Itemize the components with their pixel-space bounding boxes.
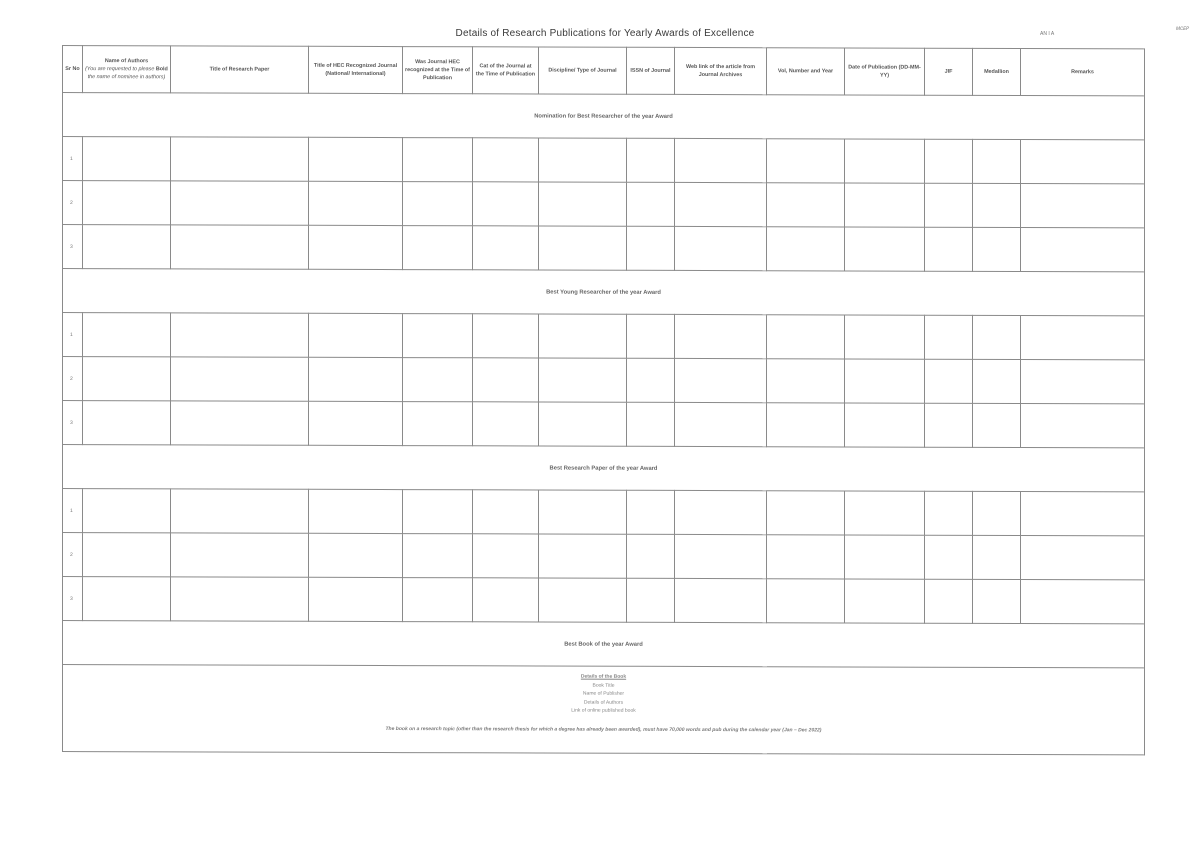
table-row (63, 313, 1145, 360)
entry-cell[interactable] (973, 359, 1021, 403)
row-number: 2 (63, 533, 83, 577)
table-row (63, 181, 1145, 228)
document-title: Details of Research Publications for Yearly Awards of Excellence (455, 28, 755, 39)
entry-cell[interactable] (675, 314, 767, 358)
entry-cell[interactable] (1021, 228, 1145, 272)
entry-cell[interactable] (403, 534, 473, 578)
entry-cell[interactable] (627, 402, 675, 446)
entry-cell[interactable] (973, 535, 1021, 579)
entry-cell[interactable] (627, 358, 675, 402)
entry-cell[interactable] (767, 227, 845, 271)
entry-cell[interactable] (473, 534, 539, 578)
entry-cell[interactable] (403, 182, 473, 226)
entry-cell[interactable] (539, 534, 627, 578)
entry-cell[interactable] (473, 402, 539, 446)
entry-cell[interactable] (473, 138, 539, 182)
header-medallion: Medallion (973, 48, 1021, 95)
entry-cell[interactable] (1021, 316, 1145, 360)
header-authors-line1: Name of Authors (104, 58, 149, 65)
entry-cell[interactable] (83, 357, 171, 401)
entry-cell[interactable] (83, 225, 171, 269)
entry-cell[interactable] (309, 577, 403, 621)
entry-cell[interactable] (627, 226, 675, 270)
entry-cell[interactable] (83, 313, 171, 357)
entry-cell[interactable] (973, 315, 1021, 359)
entry-cell[interactable] (925, 491, 973, 535)
entry-cell[interactable] (925, 139, 973, 183)
entry-cell[interactable] (83, 181, 171, 225)
section-title: Best Young Researcher of the year Award (63, 269, 1145, 316)
publications-table (62, 45, 1145, 755)
entry-cell[interactable] (171, 313, 309, 357)
entry-cell[interactable] (539, 578, 627, 622)
entry-cell[interactable] (171, 533, 309, 577)
book-publisher-field: Name of Publisher (582, 690, 625, 697)
entry-cell[interactable] (925, 315, 973, 359)
section-title-row (63, 269, 1145, 316)
header-weblink: Web link of the article from Journal Archives (675, 47, 767, 94)
entry-cell[interactable] (539, 226, 627, 270)
entry-cell[interactable] (1021, 580, 1145, 624)
entry-cell[interactable] (627, 578, 675, 622)
book-section (63, 621, 1145, 755)
section-title-row (63, 445, 1145, 492)
entry-cell[interactable] (845, 403, 925, 447)
entry-cell[interactable] (309, 181, 403, 225)
sections-body (63, 93, 1145, 624)
entry-cell[interactable] (403, 402, 473, 446)
entry-cell[interactable] (473, 490, 539, 534)
header-hec-journal: Title of HEC Recognized Journal (National/ International) (309, 46, 403, 93)
entry-cell[interactable] (925, 579, 973, 623)
header-hec-recognized: Was Journal HEC recognized at the Time of Publication (403, 47, 473, 94)
entry-cell[interactable] (767, 139, 845, 183)
header-authors (83, 46, 171, 93)
row-number: 3 (63, 225, 83, 269)
entry-cell[interactable] (171, 357, 309, 401)
header-category: Cat of the Journal at the Time of Publication (473, 47, 539, 94)
entry-cell[interactable] (539, 182, 627, 226)
entry-cell[interactable] (1021, 492, 1145, 536)
entry-cell[interactable] (1021, 360, 1145, 404)
entry-cell[interactable] (1021, 140, 1145, 184)
entry-cell[interactable] (539, 490, 627, 534)
entry-cell[interactable] (767, 315, 845, 359)
table-row (63, 533, 1145, 580)
entry-cell[interactable] (473, 358, 539, 402)
table-row (63, 137, 1145, 184)
entry-cell[interactable] (309, 225, 403, 269)
entry-cell[interactable] (83, 401, 171, 445)
entry-cell[interactable] (539, 402, 627, 446)
entry-cell[interactable] (675, 578, 767, 622)
entry-cell[interactable] (539, 314, 627, 358)
entry-cell[interactable] (973, 579, 1021, 623)
entry-cell[interactable] (627, 534, 675, 578)
entry-cell[interactable] (675, 182, 767, 226)
entry-cell[interactable] (403, 226, 473, 270)
header-title-paper: Title of Research Paper (171, 46, 309, 93)
entry-cell[interactable] (767, 359, 845, 403)
entry-cell[interactable] (973, 227, 1021, 271)
entry-cell[interactable] (473, 226, 539, 270)
entry-cell[interactable] (171, 137, 309, 181)
entry-cell[interactable] (171, 225, 309, 269)
section-title-row (63, 621, 1145, 668)
entry-cell[interactable] (627, 314, 675, 358)
entry-cell[interactable] (171, 577, 309, 621)
entry-cell[interactable] (403, 314, 473, 358)
entry-cell[interactable] (767, 403, 845, 447)
entry-cell[interactable] (845, 183, 925, 227)
section-title: Best Research Paper of the year Award (63, 445, 1145, 492)
entry-cell[interactable] (845, 359, 925, 403)
row-number: 2 (63, 357, 83, 401)
entry-cell[interactable] (83, 137, 171, 181)
entry-cell[interactable] (171, 181, 309, 225)
entry-cell[interactable] (675, 534, 767, 578)
entry-cell[interactable] (675, 226, 767, 270)
entry-cell[interactable] (627, 138, 675, 182)
entry-cell[interactable] (627, 490, 675, 534)
entry-cell[interactable] (1021, 404, 1145, 448)
section-title-book: Best Book of the year Award (63, 621, 1145, 668)
book-details-cell[interactable] (63, 665, 1145, 755)
entry-cell[interactable] (627, 182, 675, 226)
annex-label: AN I A (1040, 31, 1055, 37)
section-title-row (63, 93, 1145, 140)
header-authors-bold: Bold (155, 66, 168, 73)
entry-cell[interactable] (309, 533, 403, 577)
book-link-field: Link of online published book (571, 707, 636, 715)
table-row (63, 577, 1145, 624)
header-authors-line2: (You are requested to please (85, 66, 156, 73)
entry-cell[interactable] (83, 489, 171, 533)
header-jif: JIF (925, 48, 973, 95)
header-date: Date of Publication (DD-MM-YY) (845, 48, 925, 95)
entry-cell[interactable] (767, 579, 845, 623)
entry-cell[interactable] (309, 313, 403, 357)
entry-cell[interactable] (925, 183, 973, 227)
entry-cell[interactable] (973, 403, 1021, 447)
corner-mark: ᴍᴄᴇᴘ (1176, 26, 1190, 32)
entry-cell[interactable] (925, 535, 973, 579)
entry-cell[interactable] (767, 535, 845, 579)
row-number: 3 (63, 401, 83, 445)
entry-cell[interactable] (973, 183, 1021, 227)
book-details-heading: Details of the Book (580, 673, 627, 680)
entry-cell[interactable] (539, 358, 627, 402)
header-discipline: Discipline/ Type of Journal (539, 47, 627, 94)
entry-cell[interactable] (539, 138, 627, 182)
row-number: 1 (63, 137, 83, 181)
row-number: 1 (63, 313, 83, 357)
book-details-row (63, 665, 1145, 755)
entry-cell[interactable] (767, 491, 845, 535)
header-sr-no: Sr No (63, 46, 83, 93)
entry-cell[interactable] (845, 315, 925, 359)
entry-cell[interactable] (845, 139, 925, 183)
header-volume: Vol, Number and Year (767, 48, 845, 95)
entry-cell[interactable] (925, 227, 973, 271)
table-row (63, 225, 1145, 272)
row-number: 3 (63, 577, 83, 621)
entry-cell[interactable] (675, 490, 767, 534)
header-issn: ISSN of Journal (627, 47, 675, 94)
header-row (63, 46, 1145, 96)
entry-cell[interactable] (309, 489, 403, 533)
header-remarks: Remarks (1021, 49, 1145, 96)
row-number: 2 (63, 181, 83, 225)
entry-cell[interactable] (675, 138, 767, 182)
entry-cell[interactable] (403, 578, 473, 622)
header-authors-line3: the name of nominee in authors) (87, 74, 166, 81)
entry-cell[interactable] (675, 358, 767, 402)
entry-cell[interactable] (403, 358, 473, 402)
row-number: 1 (63, 489, 83, 533)
entry-cell[interactable] (675, 402, 767, 446)
section-title: Nomination for Best Researcher of the year Award (63, 93, 1145, 140)
table-row (63, 357, 1145, 404)
entry-cell[interactable] (973, 491, 1021, 535)
entry-cell[interactable] (403, 138, 473, 182)
entry-cell[interactable] (83, 533, 171, 577)
entry-cell[interactable] (973, 139, 1021, 183)
entry-cell[interactable] (171, 489, 309, 533)
table-row (63, 489, 1145, 536)
entry-cell[interactable] (1021, 536, 1145, 580)
entry-cell[interactable] (925, 359, 973, 403)
entry-cell[interactable] (845, 535, 925, 579)
entry-cell[interactable] (1021, 184, 1145, 228)
book-title-field: Book Title (592, 682, 615, 689)
entry-cell[interactable] (845, 491, 925, 535)
entry-cell[interactable] (473, 314, 539, 358)
entry-cell[interactable] (309, 401, 403, 445)
entry-cell[interactable] (473, 578, 539, 622)
entry-cell[interactable] (171, 401, 309, 445)
entry-cell[interactable] (309, 137, 403, 181)
entry-cell[interactable] (845, 579, 925, 623)
entry-cell[interactable] (473, 182, 539, 226)
book-eligibility-note: The book on a research topic (other than the research thesis for which a degree has already been awarded), must have 70,000 words and pub during the calendar year (Jan – Dec 2022) (385, 725, 822, 734)
entry-cell[interactable] (403, 490, 473, 534)
entry-cell[interactable] (83, 577, 171, 621)
entry-cell[interactable] (845, 227, 925, 271)
entry-cell[interactable] (309, 357, 403, 401)
table-row (63, 401, 1145, 448)
entry-cell[interactable] (767, 183, 845, 227)
entry-cell[interactable] (925, 403, 973, 447)
book-authors-field: Details of Authors (583, 699, 624, 706)
